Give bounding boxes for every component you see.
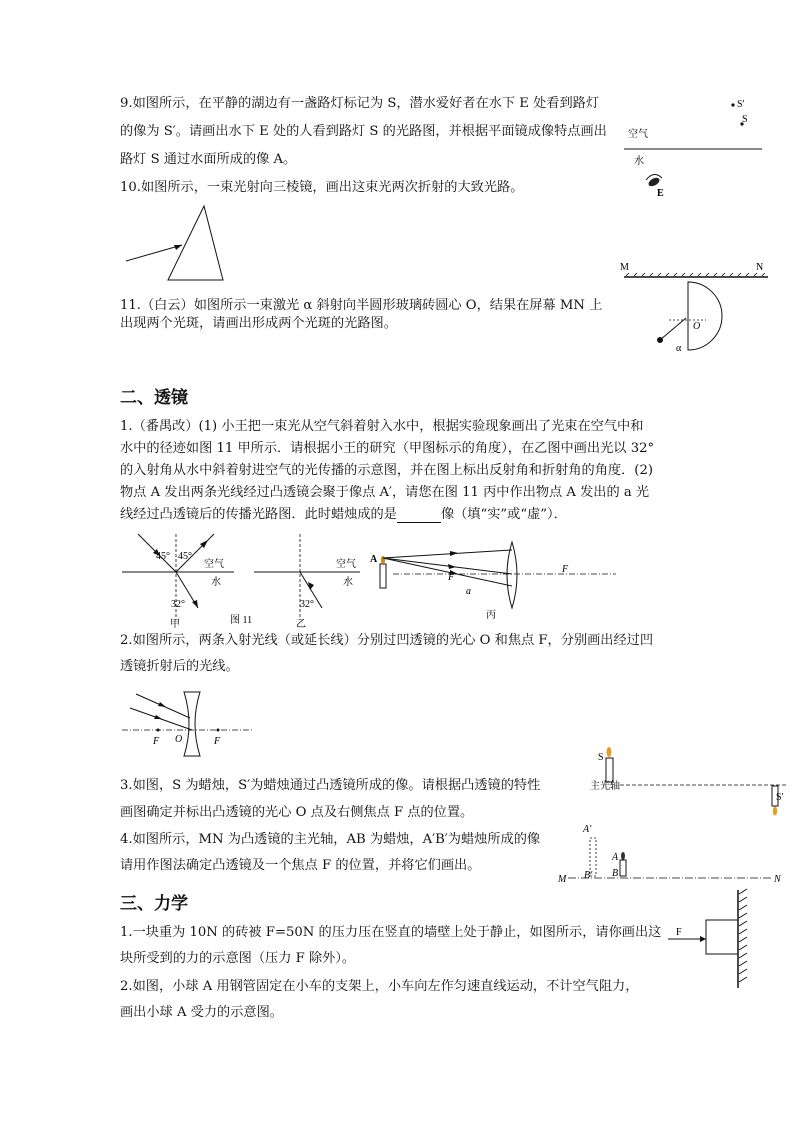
q9-line-3: 路灯 S 通过水面所成的像 A。 [120,152,297,167]
q10-prism-figure [122,200,237,285]
fig11-jia [118,530,253,630]
jia-angle-45-right: 45° [178,551,192,562]
lens4-candle-flame-icon [621,852,625,860]
concave-lens [184,692,200,756]
section-mechanics-heading: 三、力学 [120,894,188,914]
q9-line-1: 9.如图所示，在平静的湖边有一盏路灯标记为 S，潜水爱好者在水下 E 处看到路灯 [120,96,600,111]
lens4-m-label: M [558,874,567,885]
lens3-image-flame-icon [773,807,777,816]
brick [706,920,738,954]
yi-water-label: 水 [343,577,353,588]
lens1-line-1: 1.（番禺改）(1) 小王把一束光从空气斜着射入水中，根据实验现象画出了光束在空气中和 [120,419,644,434]
mech1-line-2: 块所受到的力的示意图（压力 F 除外）。 [120,951,356,966]
yi-caption: 乙 [296,619,306,630]
diver-eye-icon [647,176,661,188]
lens3-s-label: S [598,752,604,763]
section-lens-heading: 二、透镜 [120,388,188,408]
lens4-n-label: N [774,874,781,885]
q9-line-2: 的像为 S′。请画出水下 E 处的人看到路灯 S 的光路图，并根据平面镜成像特点画出 [120,124,607,139]
laser-source-icon [657,337,663,343]
lens3-candle-flame-icon [607,747,612,757]
e-label: E [657,188,664,199]
o-label: O [693,321,701,332]
candle-flame-icon [381,556,385,564]
lens1-line-5-tail: 像（填“实”或“虚”）． [440,507,567,522]
lens3-axis-label: 主光轴 [590,781,620,792]
lens1-line-2: 水中的径迹如图 11 甲所示．请根据小王的研究（甲图标示的角度），在乙图中画出光以 32° [120,441,655,456]
mech1-force-arrowhead [700,936,706,942]
lens2-ray-2-arrow [154,715,162,719]
lens4-line-1: 4.如图所示，MN 为凸透镜的主光轴，AB 为蜡烛，A′B′为蜡烛所成的像 [120,832,541,847]
bing-f-left: F [448,572,455,583]
laser-ray [660,318,686,340]
n-label: N [756,262,764,273]
fig11-bing [368,540,618,620]
incident-ray-arrow [174,245,182,250]
bing-convex-lens [507,542,517,608]
jia-angle-32: 32° [171,599,185,610]
jia-air-label: 空气 [204,559,224,570]
jia-caption: 甲 [170,619,180,630]
q11-line-1: 11.（白云）如图所示一束激光 α 斜射向半圆形玻璃砖圆心 O，结果在屏幕 MN 上 [120,298,603,313]
lens2-line-2: 透镜折射后的光线。 [120,659,239,674]
jia-water-label: 水 [211,577,221,588]
incident-ray [126,245,182,261]
answer-blank[interactable] [397,510,441,523]
water-label: 水 [634,156,644,167]
bing-f-right: F [562,564,569,575]
air-label: 空气 [628,129,648,140]
jia-refracted-arrow [192,600,198,608]
lens2-o-label: O [175,734,183,745]
s-prime-point [731,103,734,106]
lens4-a-label: A [612,852,619,863]
s-label: S [742,114,748,125]
lens2-concave-figure [118,688,258,758]
bing-ray-top [383,550,512,558]
wall-hatching [739,889,747,982]
m-label: M [620,262,629,273]
lens2-ray-1-arrow [158,702,166,707]
fig11-yi [250,530,365,630]
bing-a-object-label: A [370,554,378,565]
lens4-b-label: B [612,868,619,879]
lens4-axis-figure [556,822,788,884]
mech1-f-label: F [676,927,682,938]
bing-a-ray-label: a [466,586,471,597]
mech2-line-1: 2.如图，小球 A 用钢管固定在小车的支架上，小车向左作匀速直线运动，不计空气阻力， [120,979,639,994]
lens2-f-right-label: F [214,736,221,747]
semicircle-glass-brick [688,282,722,350]
lens4-candle-icon [620,860,626,876]
lens4-a-prime-label: A′ [583,824,592,835]
fig11-caption: 图 11 [230,615,253,626]
lens4-line-2: 请用作图法确定凸透镜及一个焦点 F 的位置，并将它们画出。 [120,858,481,873]
mech1-line-1: 1.一块重为 10N 的砖被 F=50N 的压力压在竖直的墙壁上处于静止，如图所示，请你画出这 [120,925,662,940]
lens3-s-prime-label: S′ [776,792,784,803]
yi-air-label: 空气 [336,559,356,570]
lens1-line-5 [120,507,567,523]
lens2-f-right-point [217,729,220,732]
mech1-brick-figure [660,888,760,990]
yi-angle-32: 32° [300,599,314,610]
candle-icon [380,564,386,588]
q11-glass-figure [614,258,774,363]
lens1-line-4: 物点 A 发出两条光线经过凸透镜会聚于像点 A′，请您在图 11 丙中作出物点 A 发出的 a 光 [120,485,650,500]
lens3-candle-figure [590,742,790,818]
screen-hatching [626,273,765,276]
lens2-line-1: 2.如图所示，两条入射光线（或延长线）分别过凹透镜的光心 O 和焦点 F，分别画出经过凹 [120,633,654,648]
alpha-label: α [676,343,682,354]
jia-angle-45-left: 45° [156,551,170,562]
mech2-line-2: 画出小球 A 受力的示意图。 [120,1005,283,1020]
q9-lake-figure [624,92,774,202]
lens3-candle-icon [606,758,613,782]
lens1-line-3: 的入射角从水中斜着射进空气的光传播的示意图，并在图上标出反射角和折射角的角度．(2) [120,463,653,478]
lens1-line-5-text: 线经过凸透镜后的传播光路图．此时蜡烛成的是 [120,507,397,522]
lens2-f-left-point [157,729,160,732]
lens3-line-1: 3.如图，S 为蜡烛，S′为蜡烛通过凸透镜所成的像。请根据凸透镜的特性 [120,778,541,793]
q10-text: 10.如图所示，一束光射向三棱镜，画出这束光两次折射的大致光路。 [120,180,524,195]
lens3-line-2: 画图确定并标出凸透镜的光心 O 点及右侧焦点 F 点的位置。 [120,805,474,820]
lens2-f-left-label: F [153,736,160,747]
bing-caption: 丙 [486,610,496,621]
q11-line-2: 出现两个光斑，请画出形成两个光斑的光路图。 [120,316,397,331]
lens4-b-prime-label: B′ [584,870,593,881]
s-prime-label: S′ [737,99,745,110]
prism-triangle [168,206,223,280]
